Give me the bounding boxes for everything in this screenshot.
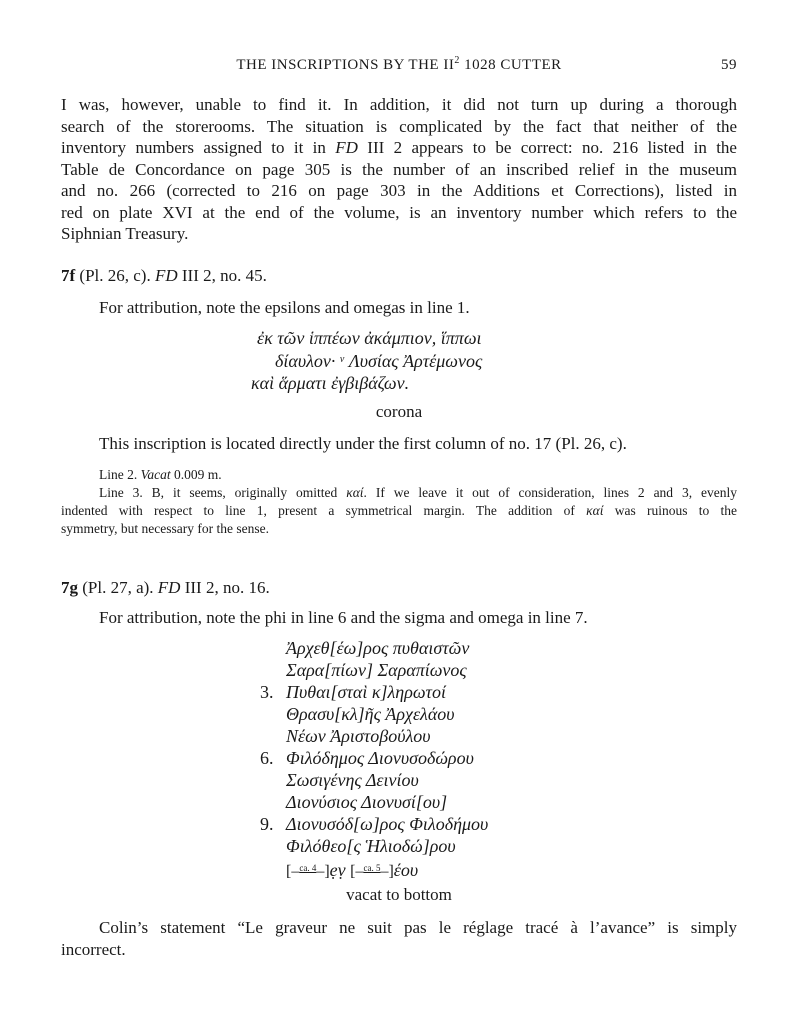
inscription-text: Νέων Ἀριστοβούλου [286, 726, 431, 746]
entry-7f-notes [61, 466, 737, 538]
inscription-line [286, 725, 488, 747]
intro-paragraph [61, 94, 737, 245]
entry-7g-attribution: For attribution, note the phi in line 6 and the sigma and omega in line 7. [99, 608, 588, 627]
corona-label: corona [375, 402, 423, 421]
running-head-title: THE INSCRIPTIONS BY THE $II^2$ 1028 CUTTER [236, 55, 562, 73]
text-line: I was, however, unable to find it. In addition, it did not turn up during a thorough [61, 95, 737, 114]
inscription-text: Ἀρχεθ[έω]ρος πυθαιστῶν [286, 638, 470, 658]
lacuna: [–$^{ca. 4}$–] [286, 863, 330, 880]
line-number: 3. [260, 682, 274, 702]
inscription-line [260, 813, 489, 835]
entry-7g-inscription [260, 637, 489, 883]
inscription-line: δίαυλον· $^v$ Λυσίας Ἀρτέμωνος [275, 351, 483, 371]
note-line: indented with respect to line 1, present a symmetrical margin. The addition of καί was ruinous to the [61, 503, 737, 518]
lacuna: [–$^{ca. 5}$–] [350, 863, 394, 880]
text-line: Colin’s statement “Le graveur ne suit pas le réglage tracé à l’avance” is simply [99, 918, 737, 937]
inscription-text: Φιλόθεο[ς Ἡλιοδώ]ρου [286, 836, 456, 856]
note-line: Line 3. B, it seems, originally omitted καί. If we leave it out of consideration, lines 2 and 3, evenly [99, 485, 737, 500]
entry-7f-heading: 7f (Pl. 26, c). FD III 2, no. 45. [61, 266, 267, 285]
inscription-line [286, 703, 488, 725]
inscription-line [286, 637, 488, 659]
inscription-line [260, 681, 488, 703]
text-line: and no. 266 (corrected to 216 on page 303 in the Additions et Corrections), listed in [61, 181, 737, 200]
text-line: Table de Concordance on page 305 is the number of an inscribed relief in the museum [61, 159, 737, 179]
inscription-line [260, 747, 488, 769]
vacat-mark: v [339, 354, 345, 365]
inscription-text: Σαρα[πίων] Σαραπίωνος [286, 660, 467, 680]
line-number: 6. [260, 748, 274, 768]
inscription-line-lacuna: [–$^{ca. 4}$–]ẹṿ [–$^{ca. 5}$–]έου [286, 860, 419, 880]
entry-7f-location: This inscription is located directly under the first column of no. 17 (Pl. 26, c). [99, 434, 627, 453]
inscription-line [286, 659, 488, 681]
note-line: Line 2. Vacat 0.009 m. [99, 467, 222, 482]
line-number: 9. [260, 814, 274, 834]
text-line: incorrect. [61, 939, 126, 959]
text-line: red on plate XVI at the end of the volume, is an inventory number which refers to the [61, 202, 737, 222]
closing-paragraph [61, 917, 737, 960]
text-line: Siphnian Treasury. [61, 224, 189, 243]
entry-7f-inscription [251, 327, 483, 394]
inscription-line: καὶ ἅρματι ἐγβιβάζων. [251, 373, 410, 393]
vacat-label: vacat to bottom [346, 885, 452, 904]
note-line: symmetry, but necessary for the sense. [61, 521, 269, 536]
inscription-line [286, 835, 488, 857]
inscription-text: Πυθαι[σταὶ κ]ληρωτοί [286, 682, 446, 702]
page-number: 59 [721, 57, 737, 73]
entry-7f-attribution: For attribution, note the epsilons and omegas in line 1. [99, 298, 470, 317]
inscription-text: Διονύσιος Διονυσί[ου] [286, 792, 448, 812]
text-line: search of the storerooms. The situation is complicated by the fact that neither of the [61, 116, 737, 136]
inscription-text: Θρασυ[κλ]ῆς Ἀρχελάου [286, 704, 455, 724]
inscription-line [286, 791, 488, 813]
inscription-text: Φιλόδημος Διονυσοδώρου [286, 748, 474, 768]
inscription-line: ἐκ τῶν ἱππέων ἀκάμπιον, ἵππωι [257, 328, 482, 348]
entry-7g-heading: 7g (Pl. 27, a). FD III 2, no. 16. [61, 578, 270, 597]
inscription-text: Σωσιγένης Δεινίου [286, 770, 419, 790]
inscription-text: Διονυσόδ[ω]ρος Φιλοδήμου [286, 814, 489, 834]
running-head [61, 57, 737, 79]
inscription-line [286, 769, 488, 791]
text-line: inventory numbers assigned to it in FD III 2 appears to be correct: no. 216 listed in the [61, 138, 737, 157]
